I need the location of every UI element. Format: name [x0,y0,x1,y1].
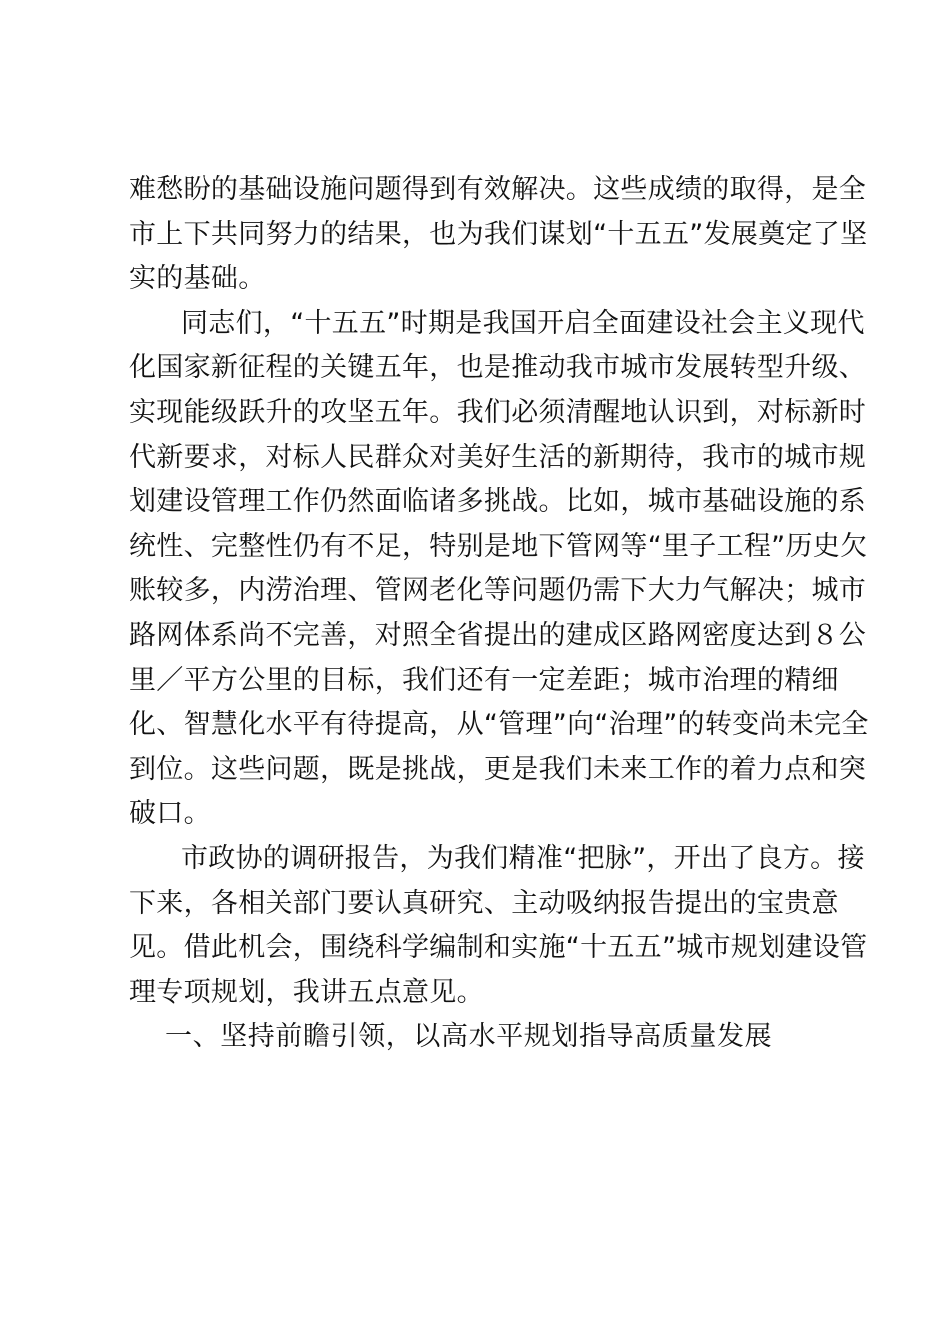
paragraph-line: 实现能级跃升的攻坚五年。我们必须清醒地认识到，对标新时 [129,396,867,428]
paragraph-line: 市政协的调研报告，为我们精准“把脉”，开出了良方。接 [181,842,865,874]
paragraph-line: 破口。 [129,798,211,830]
paragraph-line: 里／平方公里的目标，我们还有一定差距；城市治理的精细 [129,664,839,696]
paragraph-line: 代新要求，对标人民群众对美好生活的新期待，我市的城市规 [129,441,867,473]
paragraph-line: 划建设管理工作仍然面临诸多挑战。比如，城市基础设施的系 [129,486,867,518]
paragraph-line: 统性、完整性仍有不足，特别是地下管网等“里子工程”历史欠 [129,530,868,562]
paragraph-line: 账较多，内涝治理、管网老化等问题仍需下大力气解决；城市 [129,575,867,607]
paragraph-line: 难愁盼的基础设施问题得到有效解决。这些成绩的取得，是全 [129,174,867,205]
paragraph-line: 化、智慧化水平有待提高，从“管理”向“治理”的转变尚未完全 [129,709,869,741]
paragraph-line: 实的基础。 [129,263,266,295]
paragraph-line: 化国家新征程的关键五年，也是推动我市城市发展转型升级、 [129,352,867,384]
document-body [129,168,869,1060]
paragraph-line: 见。借此机会，围绕科学编制和实施“十五五”城市规划建设管 [129,932,868,964]
paragraph-line: 同志们，“十五五”时期是我国开启全面建设社会主义现代 [181,307,865,339]
paragraph-line: 下来，各相关部门要认真研究、主动吸纳报告提出的宝贵意 [129,887,839,919]
paragraph-line: 路网体系尚不完善，对照全省提出的建成区路网密度达到８公 [129,619,867,651]
paragraph-line: 市上下共同努力的结果，也为我们谋划“十五五”发展奠定了坚 [129,218,868,250]
section-heading: 一、坚持前瞻引领，以高水平规划指导高质量发展 [165,1021,773,1053]
paragraph-line: 理专项规划，我讲五点意见。 [129,976,484,1008]
paragraph-line: 到位。这些问题，既是挑战，更是我们未来工作的着力点和突 [129,753,867,785]
